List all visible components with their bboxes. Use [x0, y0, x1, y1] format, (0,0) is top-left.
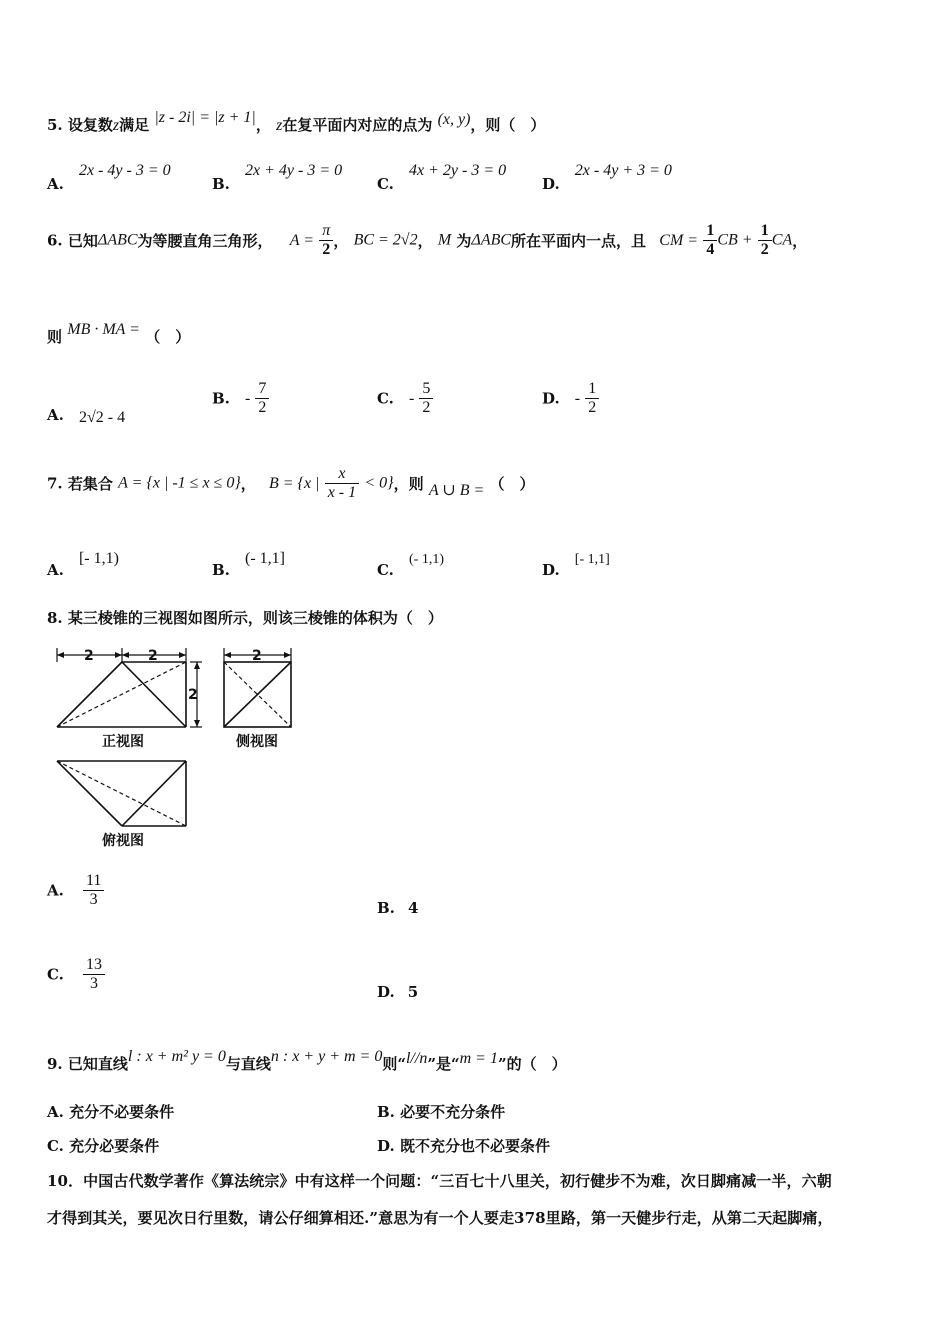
q8-option-d[interactable]: D. 5 — [377, 983, 419, 1001]
q6-question: 则 MB · MA = （ ） — [47, 321, 191, 346]
q7-option-c[interactable]: C. (- 1,1) — [377, 552, 444, 579]
q6-option-c[interactable]: C. - $\frac{5}{2}$ — [377, 380, 433, 417]
q5-option-c[interactable]: C. 4x + 2y - 3 = 0 — [377, 162, 507, 193]
q8-option-a[interactable]: A. $\frac{11}{3}$ — [47, 872, 104, 909]
three-view-figure — [40, 640, 310, 855]
q7-option-b[interactable]: B. (- 1,1] — [212, 550, 285, 579]
q6-option-a[interactable]: A. 2√2 - 4 — [47, 406, 126, 426]
q7-option-d[interactable]: D. [- 1,1] — [542, 552, 610, 579]
front-view — [57, 648, 202, 727]
caption-side-view: 侧视图 — [236, 734, 278, 750]
q9-stem: 9. 已知直线l : x + m² y = 0与直线n : x + y + m = 0则“l//n”是“m = 1”的（ ） — [47, 1048, 567, 1073]
q7-stem: 7. 若集合 A = {x | -1 ≤ x ≤ 0}， B = {x | $\frac{x}{x - 1}$ < 0}，则 A ∪ B = （ ） — [47, 465, 535, 501]
q5-stem: 5. 设复数z满足 |z - 2i| = |z + 1|， z在复平面内对应的点为 (x, y)，则（ ） — [47, 109, 546, 134]
q5-option-b[interactable]: B. 2x + 4y - 3 = 0 — [212, 162, 343, 193]
q6-stem: 6. 已知ΔABC为等腰直角三角形， A = $\frac{\pi}{2}$ ， BC = 2√2， M 为ΔABC所在平面内一点，且 CM = $\frac{1}{4}$ CB + $\frac{1}{2}$ CA， — [47, 222, 808, 258]
q5-option-d[interactable]: D. 2x - 4y + 3 = 0 — [542, 162, 672, 193]
q8-option-c[interactable]: C. $\frac{13}{3}$ — [47, 956, 105, 993]
q8-stem: 8. 某三棱锥的三视图如图所示，则该三棱锥的体积为（ ） — [47, 609, 443, 627]
q6-option-d[interactable]: D. - $\frac{1}{2}$ — [542, 380, 599, 417]
dim-label-height: 2 — [188, 687, 198, 703]
q10-line-1: 10．中国古代数学著作《算法统宗》中有这样一个问题：“三百七十八里关，初行健步不为难，次日脚痛减一半，六朝 — [47, 1172, 832, 1190]
caption-front-view: 正视图 — [102, 734, 144, 750]
dim-label-front-left: 2 — [84, 648, 94, 664]
q9-option-a[interactable]: A. 充分不必要条件 — [47, 1103, 175, 1121]
top-view — [57, 761, 186, 826]
caption-top-view: 俯视图 — [102, 833, 144, 849]
q8-option-b[interactable]: B. 4 — [377, 899, 419, 917]
dim-label-side: 2 — [252, 648, 262, 664]
q9-option-b[interactable]: B. 必要不充分条件 — [377, 1103, 506, 1121]
q9-option-d[interactable]: D. 既不充分也不必要条件 — [377, 1137, 550, 1155]
q9-option-c[interactable]: C. 充分必要条件 — [47, 1137, 160, 1155]
q10-line-2: 才得到其关，要见次日行里数，请公仔细算相还.”意思为有一个人要走378里路，第一天健步行走，从第二天起脚痛， — [47, 1209, 833, 1227]
dim-label-front-right: 2 — [148, 648, 158, 664]
q6-option-b[interactable]: B. - $\frac{7}{2}$ — [212, 380, 269, 417]
q5-option-a[interactable]: A. 2x - 4y - 3 = 0 — [47, 162, 171, 193]
q7-option-a[interactable]: A. [- 1,1) — [47, 550, 119, 579]
